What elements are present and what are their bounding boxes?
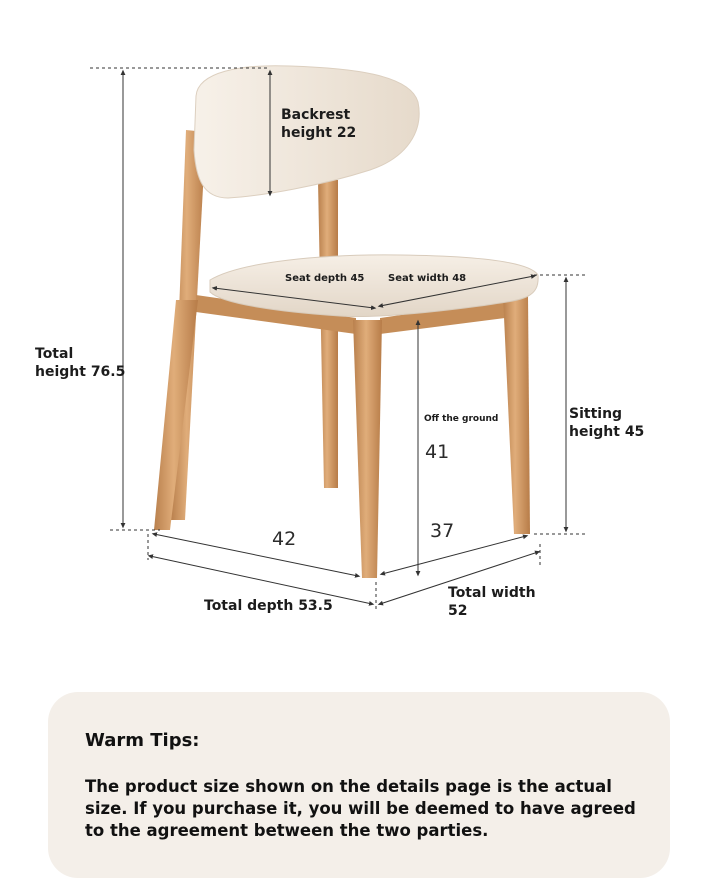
warm-tips-title: Warm Tips: xyxy=(85,730,200,751)
warm-tips-body: The product size shown on the details page is the actual size. If you purchase it, you will be deemed to have agreed to the agreement between the two parties. xyxy=(85,777,636,840)
total-height-label: Total height 76.5 xyxy=(35,346,126,381)
sitting-height-label: Sitting height 45 xyxy=(569,406,645,441)
total-width-label: Total width 52 xyxy=(448,585,536,620)
front-right-leg xyxy=(503,295,530,534)
front-middle-leg xyxy=(353,320,382,578)
off-ground-value: 41 xyxy=(425,441,450,463)
total-depth-label: Total depth 53.5 xyxy=(204,598,333,614)
off-ground-label: Off the ground xyxy=(424,414,499,424)
chair-illustration xyxy=(154,66,538,578)
backrest-height-label: Backrest height 22 xyxy=(281,107,357,142)
back-right-leg xyxy=(318,180,338,488)
floor-depth-value: 42 xyxy=(272,528,297,550)
seat-width-label: Seat width 48 xyxy=(388,273,467,284)
floor-width-value: 37 xyxy=(430,520,455,542)
warm-tips-card xyxy=(48,692,670,878)
seat-depth-label: Seat depth 45 xyxy=(285,273,365,284)
